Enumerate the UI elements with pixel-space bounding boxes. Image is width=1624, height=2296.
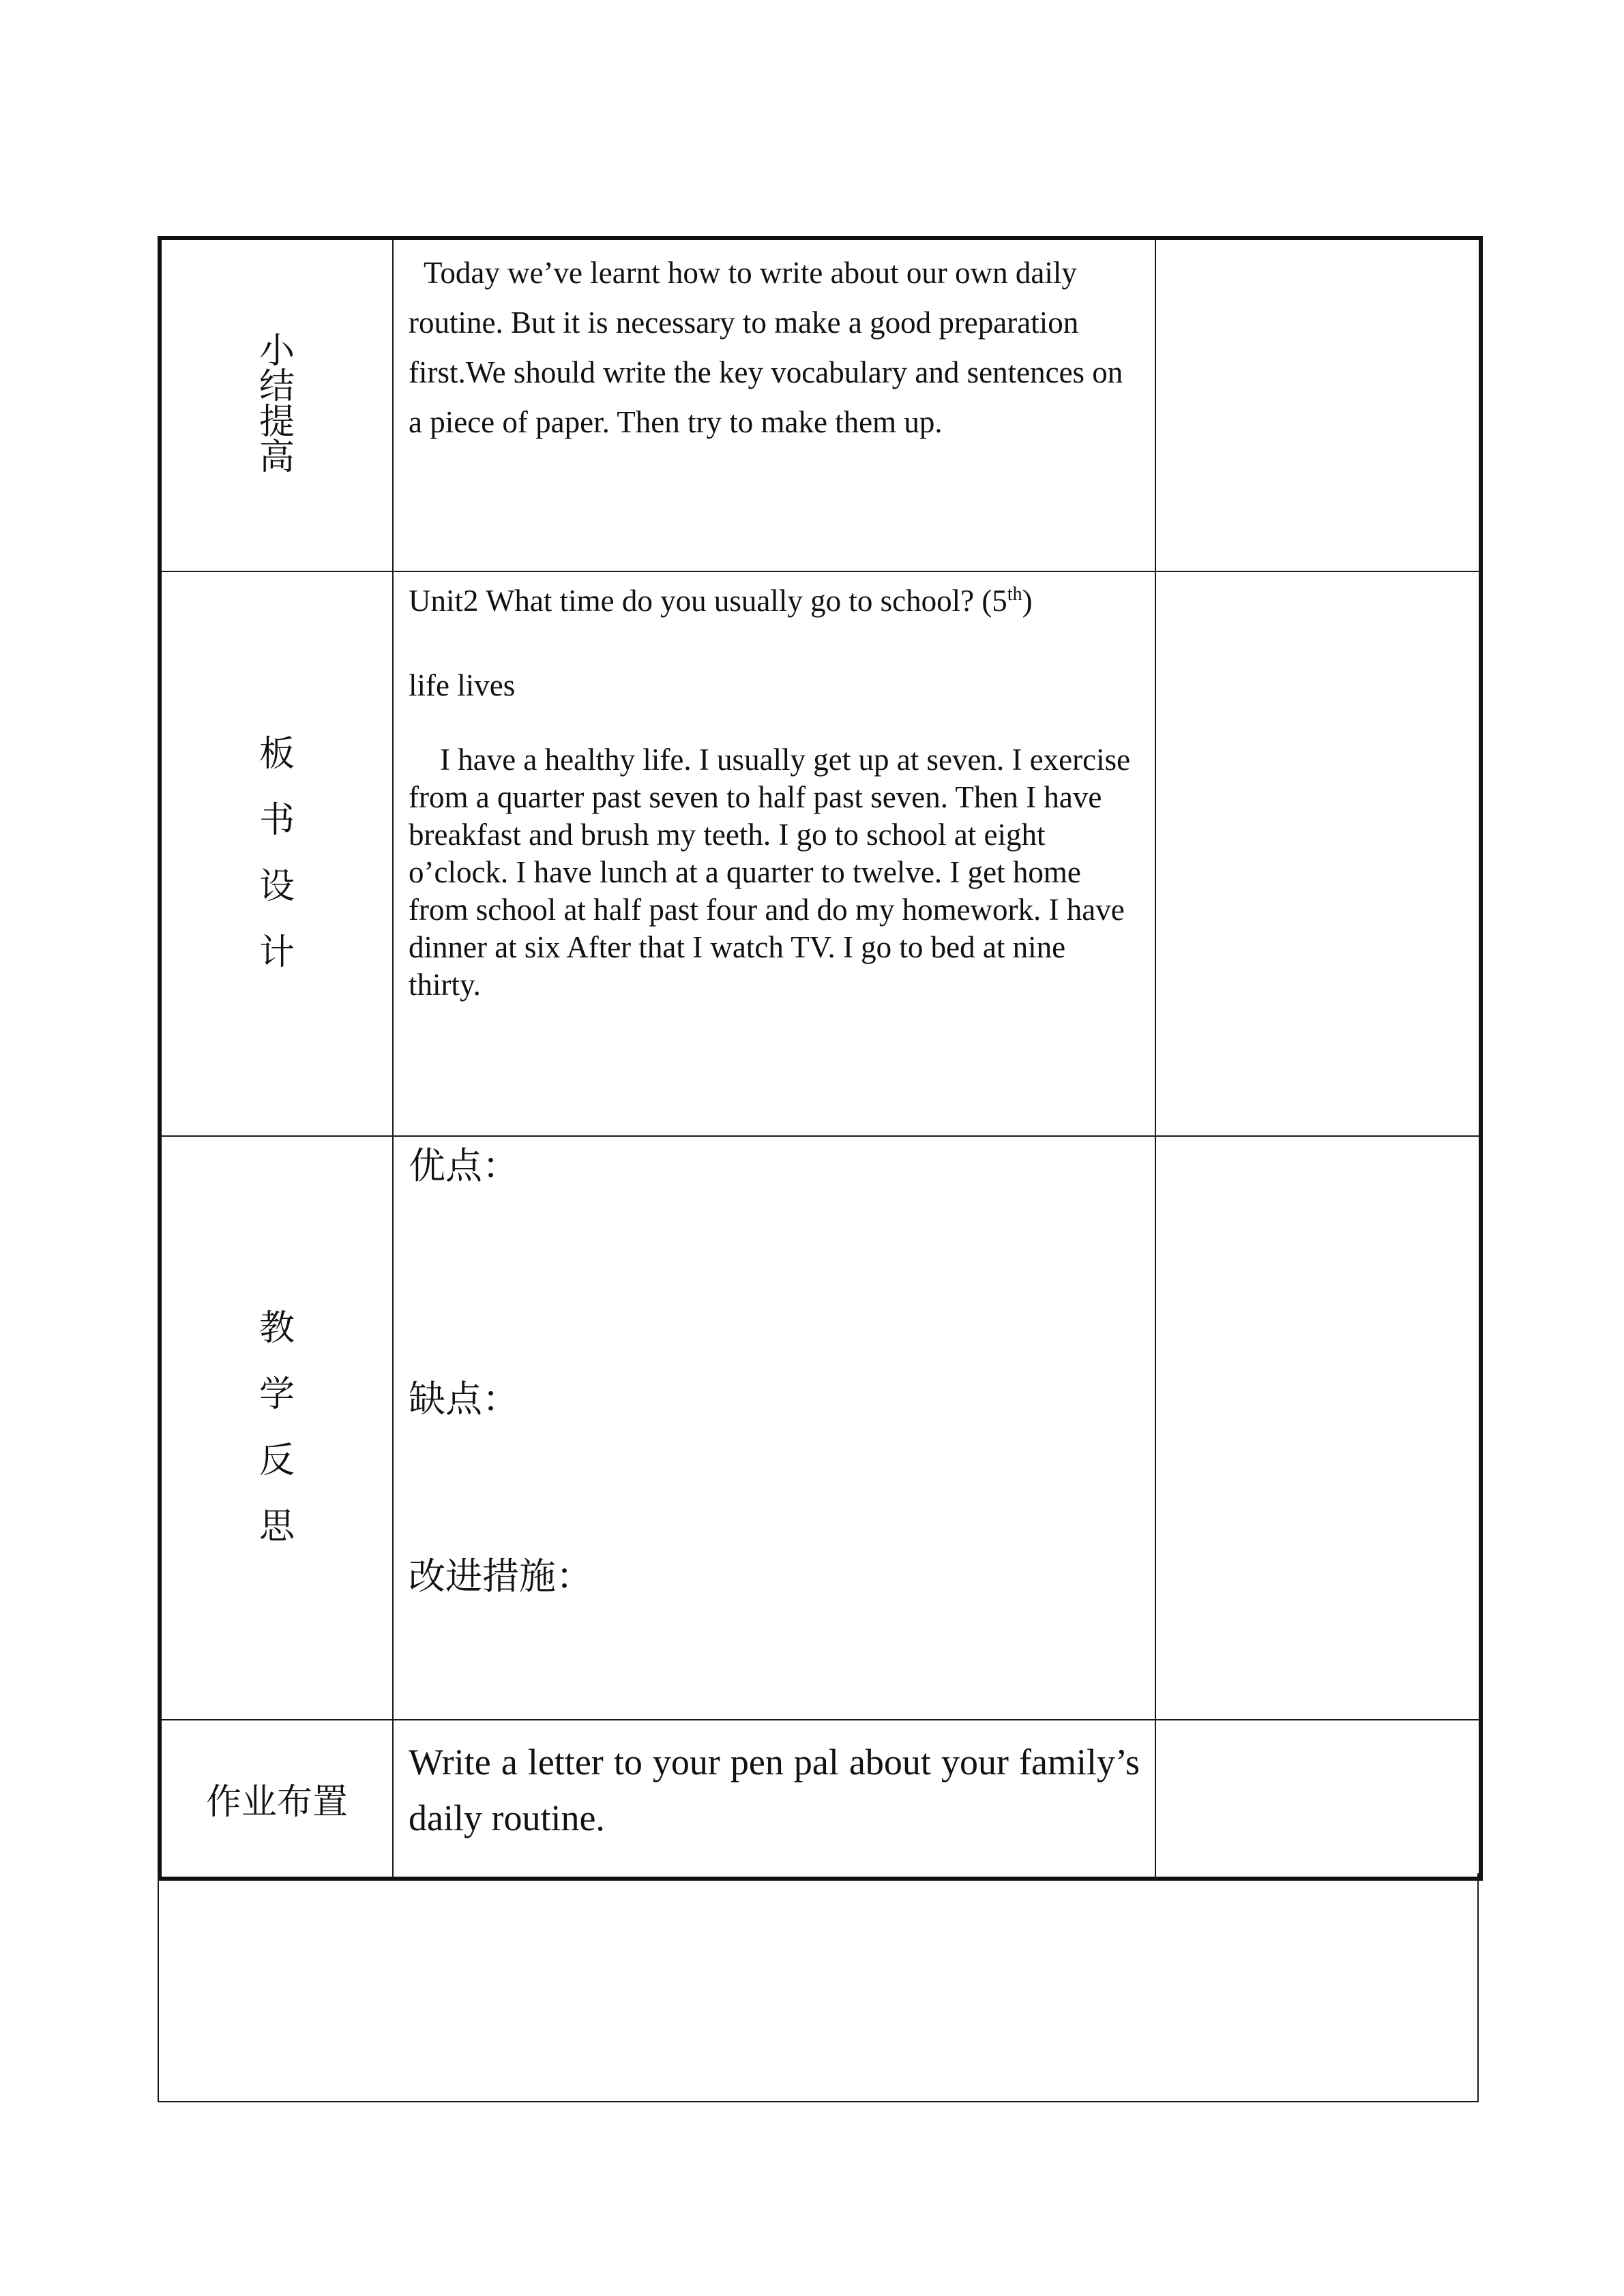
board-notes-cell (1155, 571, 1481, 1136)
homework-text: Write a letter to your pen pal about your family’s daily routine. (409, 1742, 1140, 1838)
homework-content-cell (393, 1720, 1155, 1879)
board-title-end: ) (1022, 584, 1033, 618)
board-label: 板书设计 (259, 734, 295, 973)
summary-text: Today we’ve learnt how to write about our own daily routine. But it is necessary to make a good preparation first.We should write the key vocabulary and sentences on a piece of paper. Then try to make them up. (409, 256, 1123, 439)
blank-footer-box (158, 1873, 1479, 2102)
strengths-heading: 优点： (409, 1144, 519, 1187)
board-title-superscript: th (1007, 584, 1022, 605)
reflection-label-cell (160, 1136, 393, 1720)
reflection-notes-cell (1155, 1136, 1481, 1720)
summary-label-cell (160, 238, 393, 571)
summary-label: 小结提高 (259, 330, 295, 478)
weaknesses-heading: 缺点： (409, 1377, 519, 1420)
homework-notes-cell (1155, 1720, 1481, 1879)
summary-row (160, 238, 1481, 571)
board-title (409, 580, 1141, 621)
board-content-cell (393, 571, 1155, 1136)
homework-label: 作业布置 (205, 1782, 348, 1823)
reflection-row (160, 1136, 1481, 1720)
board-title-text: Unit2 What time do you usually go to school? (5 (409, 584, 1007, 618)
summary-notes-cell (1155, 238, 1481, 571)
board-label-cell (160, 571, 393, 1136)
improvements-heading: 改进措施： (409, 1555, 593, 1598)
homework-label-cell (160, 1720, 393, 1879)
reflection-content-cell (393, 1136, 1155, 1720)
lesson-plan-table (158, 236, 1483, 1881)
board-paragraph: I have a healthy life. I usually get up at seven. I exercise from a quarter past seven to half past seven. Then I have breakfast and brush my teeth. I go to school at eight o’clock. I have lunch at a quarter to twelve. I get home from school at half past four and do my homework. I have dinner at six After that I watch TV. I go to bed at nine thirty. (409, 743, 1131, 1002)
board-design-row (160, 571, 1481, 1136)
reflection-label: 教学反思 (259, 1308, 295, 1547)
summary-content-cell (393, 238, 1155, 571)
board-vocabulary: life lives (409, 668, 516, 702)
homework-row (160, 1720, 1481, 1879)
